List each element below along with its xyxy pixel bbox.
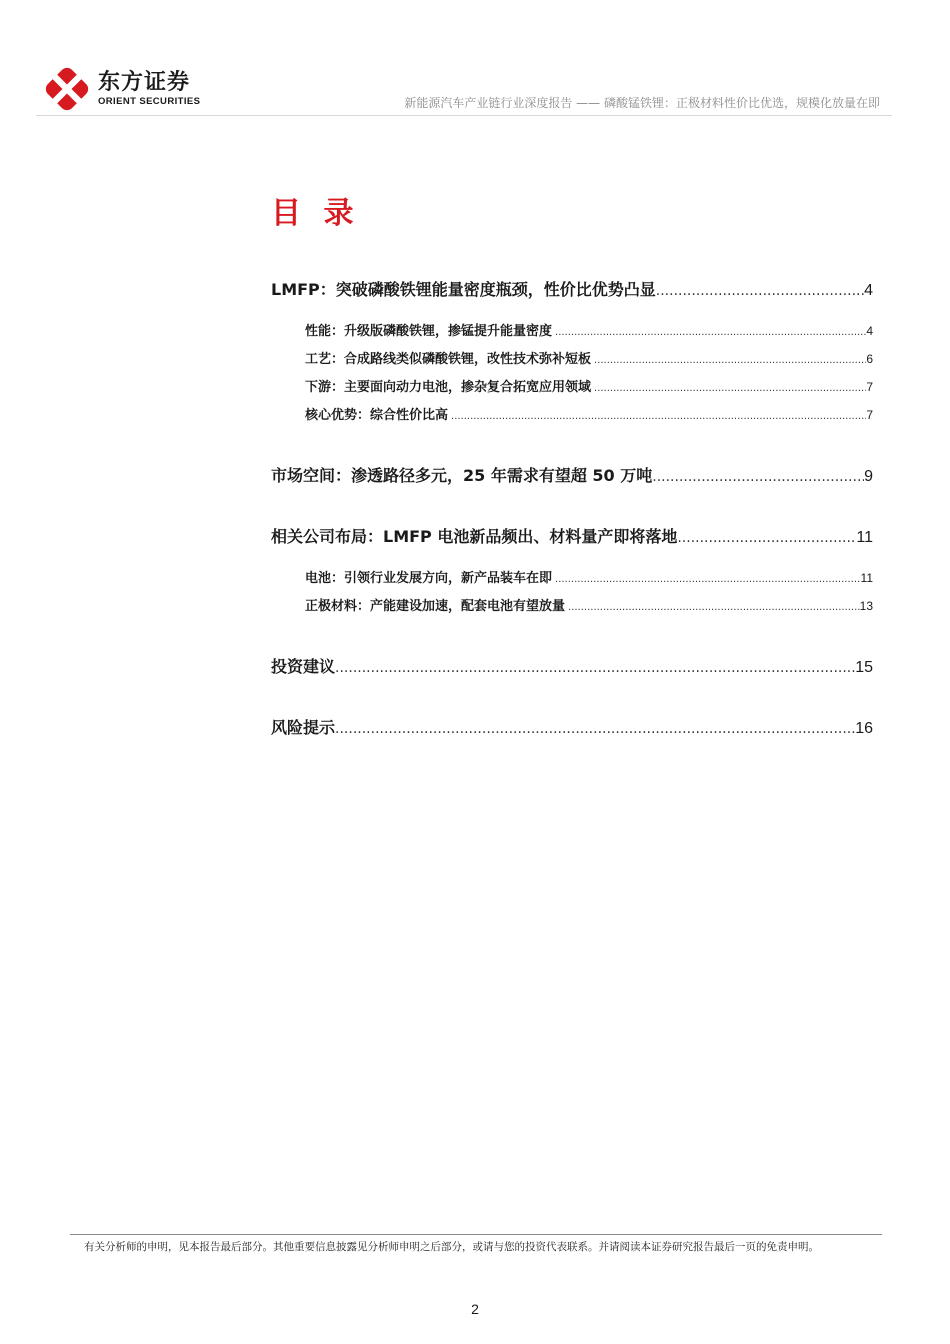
toc-entry-section-4[interactable]: [271, 653, 873, 682]
toc-leader-dots: [677, 524, 856, 552]
toc-leader-dots: [565, 595, 860, 621]
toc-entry-label: 正极材料：产能建设加速，配套电池有望放量: [305, 599, 566, 614]
toc-leader-dots: [552, 320, 866, 346]
toc-entry-page: 15: [855, 659, 873, 676]
toc-leader-dots: [448, 404, 866, 430]
toc-entry-label: 核心优势：综合性价比高: [305, 408, 449, 423]
toc-entry-label: 性能：升级版磷酸铁锂，掺锰提升能量密度: [305, 324, 553, 339]
report-header-title: 新能源汽车产业链行业深度报告 —— 磷酸锰铁锂：正极材料性价比优选，规模化放量在即: [404, 96, 880, 110]
toc-entry-section-1[interactable]: [271, 276, 873, 305]
page-number: 2: [471, 1301, 479, 1317]
toc-entry-section-3[interactable]: [271, 523, 873, 552]
toc-leader-dots: [552, 567, 861, 593]
toc-entry-subsection[interactable]: [271, 593, 873, 621]
toc-entry-label: 工艺：合成路线类似磷酸铁锂，改性技术弥补短板: [305, 352, 592, 367]
brand-name-en: ORIENT SECURITIES: [98, 96, 201, 107]
toc-entry-subsection[interactable]: [271, 346, 873, 374]
toc-entry-page: 11: [860, 571, 873, 585]
toc-entry-page: 4: [866, 324, 873, 338]
toc-entry-label: 相关公司布局：LMFP 电池新品频出、材料量产即将落地: [271, 527, 678, 546]
toc-entry-label: 下游：主要面向动力电池，掺杂复合拓宽应用领域: [305, 380, 592, 395]
toc-entry-subsection[interactable]: [271, 402, 873, 430]
toc-entry-page: 7: [866, 380, 873, 394]
toc-leader-dots: [335, 654, 855, 682]
toc-entry-label: 投资建议: [271, 657, 336, 676]
toc-entry-page: 7: [866, 408, 873, 422]
toc-leader-dots: [335, 715, 855, 743]
toc-entry-page: 6: [866, 352, 873, 366]
brand-name-cn: 东方证券: [98, 70, 191, 95]
toc-leader-dots: [591, 376, 866, 402]
toc-entry-label: LMFP：突破磷酸铁锂能量密度瓶颈，性价比优势凸显: [271, 280, 656, 299]
toc-entry-section-2[interactable]: [271, 462, 873, 491]
toc-entry-page: 4: [864, 282, 873, 299]
toc-entry-label: 风险提示: [271, 718, 336, 737]
toc-entry-page: 11: [856, 529, 873, 546]
table-of-contents: [271, 276, 873, 743]
footer-divider: [70, 1234, 882, 1235]
toc-entry-label: 市场空间：渗透路径多元，25 年需求有望超 50 万吨: [271, 466, 653, 485]
orient-securities-logo-icon: [44, 66, 90, 112]
toc-entry-subsection[interactable]: [271, 565, 873, 593]
toc-leader-dots: [591, 348, 866, 374]
toc-entry-page: 9: [864, 468, 873, 485]
toc-entry-page: 13: [859, 599, 873, 613]
toc-entry-label: 电池：引领行业发展方向，新产品装车在即: [305, 571, 553, 586]
toc-entry-subsection[interactable]: [271, 374, 873, 402]
toc-heading: 目 录: [271, 196, 360, 231]
header-divider: [36, 115, 892, 116]
toc-entry-subsection[interactable]: [271, 318, 873, 346]
footer-disclaimer: 有关分析师的申明，见本报告最后部分。其他重要信息披露见分析师申明之后部分，或请与您的投资代表联系。并请阅读本证券研究报告最后一页的免责申明。: [84, 1241, 819, 1253]
brand-logo: [44, 66, 200, 112]
toc-leader-dots: [656, 277, 864, 305]
toc-entry-section-5[interactable]: [271, 714, 873, 743]
toc-entry-page: 16: [855, 720, 873, 737]
toc-leader-dots: [652, 463, 864, 491]
